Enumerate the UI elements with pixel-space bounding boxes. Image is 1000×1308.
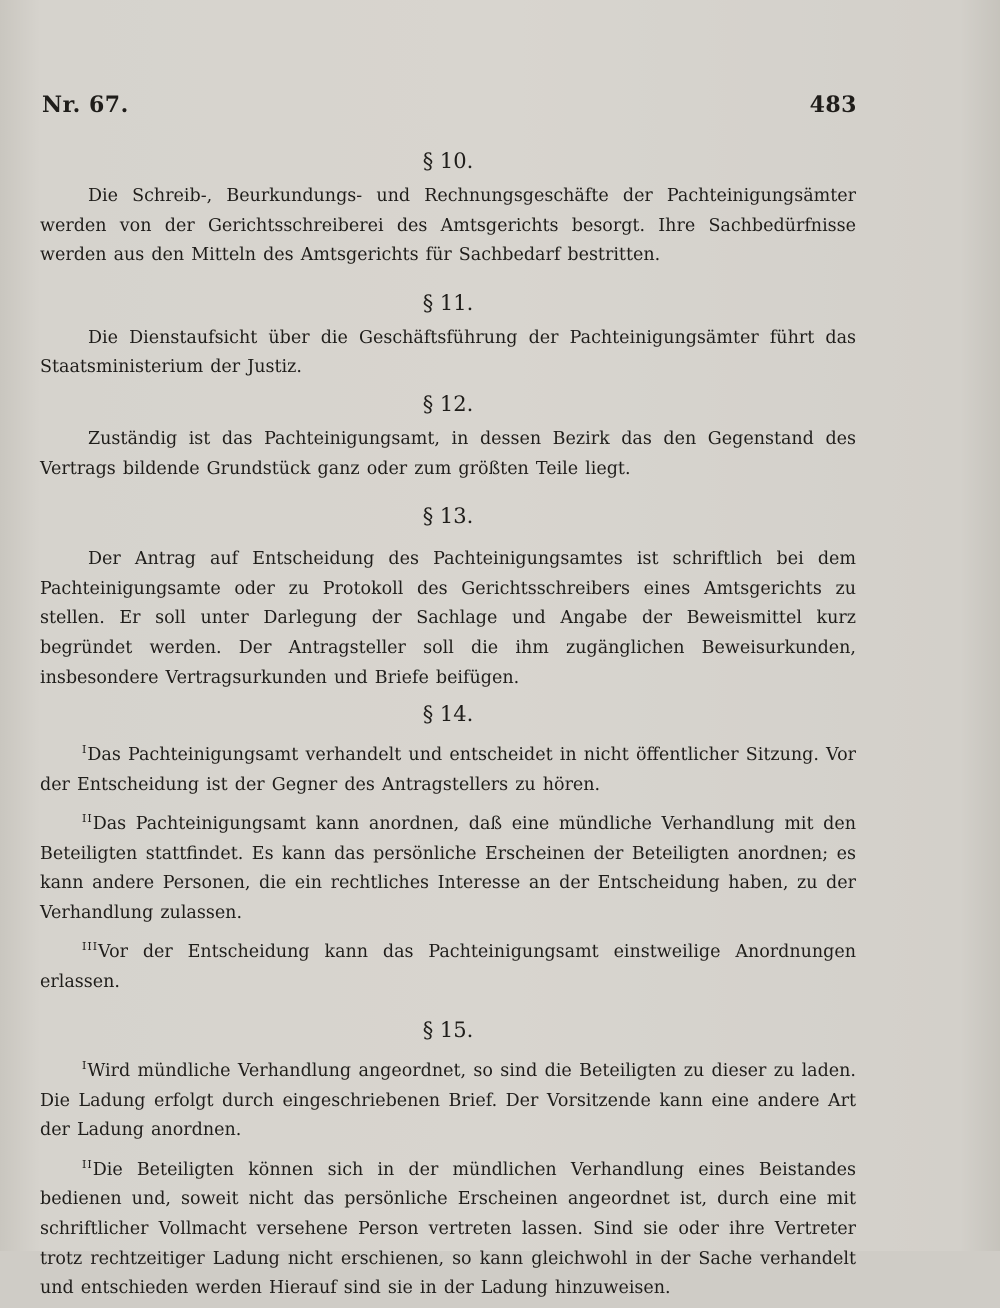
sub-text: Wird mündliche Verhandlung angeordnet, so sind die Beteiligten zu dieser zu laden. Die Ladung erfolgt durch eingeschriebenen Brief. Der Vorsitzende kann eine andere Art der Ladung anordnen.: [40, 1061, 856, 1141]
sub-text: Das Pachteinigungsamt verhandelt und entscheidet in nicht öffentlicher Sitzung. Vor der Entscheidung ist der Gegner des Antragstellers zu hören.: [40, 744, 856, 795]
section-10-paragraph: Die Schreib-, Beurkundungs- und Rechnungsgeschäfte der Pachteinigungsämter werden von der Gerichtsschreiberei des Amtsgerichts besorgt. Ihre Sachbedürfnisse werden aus den Mitteln des Amtsgerichts für Sachbedarf bestritten.: [40, 186, 856, 266]
section-12-paragraph: Zuständig ist das Pachteinigungsamt, in dessen Bezirk das den Gegenstand des Vertrags bildende Grundstück ganz oder zum größten Teile liegt.: [40, 428, 856, 479]
page-header: [42, 92, 857, 118]
section-14-sub-3: [40, 932, 856, 997]
section-title-15: § 15.: [422, 1018, 474, 1043]
section-14-sub-1: [40, 735, 856, 800]
section-title-14: § 14.: [422, 702, 474, 727]
issue-number: Nr. 67.: [42, 92, 129, 118]
section-title-12: § 12.: [422, 391, 474, 416]
section-11-paragraph: Die Dienstaufsicht über die Geschäftsführung der Pachteinigungsämter führt das Staatsministerium der Justiz.: [40, 327, 856, 378]
sub-text: Das Pachteinigungsamt kann anordnen, daß eine mündliche Verhandlung mit den Beteiligten stattfindet. Es kann das persönliche Erscheinen der Beteiligten anordnen; es kann andere Personen, die ein rechtliches Interesse an der Entscheidung haben, zu der Verhandlung zulassen.: [40, 813, 856, 923]
section-title-13: § 13.: [422, 504, 474, 529]
sub-text: Die Beteiligten können sich in der mündlichen Verhandlung eines Beistandes bedienen und, soweit nicht das persönliche Erscheinen angeordnet ist, durch eine mit schriftlicher Vollmacht versehene Person vertreten lassen. Sind sie oder ihre Vertreter trotz rechtzeitiger Ladung nicht erschienen, so kann gleichwohl in der Sache verhandelt und entschieden werden Hierauf sind sie in der Ladung hinzuweisen.: [40, 1159, 856, 1299]
page-body: [40, 140, 856, 1308]
section-15-sub-1: [40, 1051, 856, 1146]
roman-numeral: I: [82, 743, 88, 757]
section-13-paragraph: Der Antrag auf Entscheidung des Pachteinigungsamtes ist schriftlich bei dem Pachteinigungsamte oder zu Protokoll des Gerichtsschreibers eines Amtsgerichts zu stellen. Er soll unter Darlegung der Sachlage und Angabe der Beweismittel kurz begründet werden. Der Antragsteller soll die ihm zugänglichen Beweisurkunden, insbesondere Vertragsurkunden und Briefe beifügen.: [40, 549, 856, 688]
sub-text: Vor der Entscheidung kann das Pachteinigungsamt einstweilige Anordnungen erlassen.: [40, 942, 856, 992]
section-14-sub-2: [40, 804, 856, 928]
roman-numeral: III: [82, 940, 99, 954]
section-title-10: § 10.: [422, 149, 474, 173]
section-15-sub-2: [40, 1150, 856, 1304]
section-title-11: § 11.: [422, 290, 474, 315]
roman-numeral: II: [82, 1157, 93, 1171]
page-number: 483: [809, 92, 857, 118]
roman-numeral: I: [82, 1059, 88, 1073]
roman-numeral: II: [82, 812, 93, 826]
